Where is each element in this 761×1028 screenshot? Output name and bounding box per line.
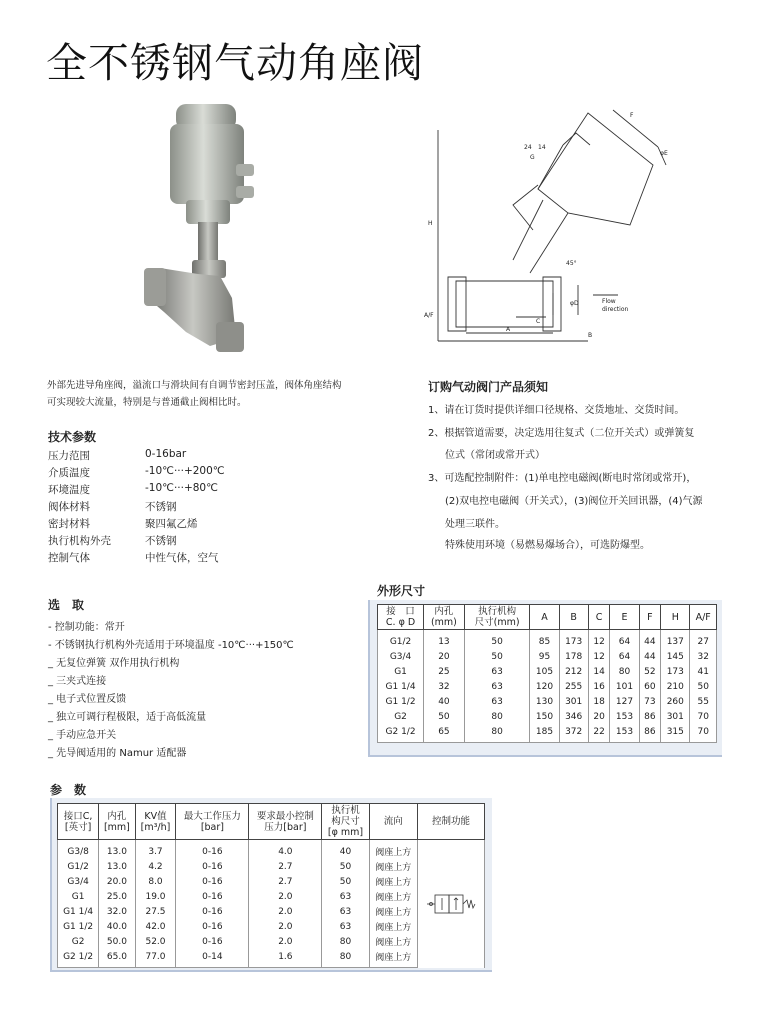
- table-cell: 0-16: [176, 934, 249, 949]
- table-cell: 212: [559, 664, 588, 679]
- table-cell: 2.0: [249, 904, 322, 919]
- selection-item: _ 电子式位置反馈: [48, 694, 127, 705]
- table-cell: 65: [424, 724, 465, 743]
- table-cell: 70: [690, 724, 717, 743]
- table-cell: 3.7: [135, 840, 176, 860]
- table-cell: 2.7: [249, 874, 322, 889]
- table-cell: 0-14: [176, 949, 249, 968]
- params-header-cell: 最大工作压力 [bar]: [176, 804, 249, 840]
- tech-label: 阀体材料: [48, 501, 90, 513]
- table-cell: 50.0: [99, 934, 135, 949]
- table-cell: 50: [464, 630, 530, 650]
- dim-label: 14: [538, 144, 546, 151]
- params-header-cell: 流向: [369, 804, 417, 840]
- table-cell: 22: [588, 724, 610, 743]
- dims-header-cell: B: [559, 605, 588, 630]
- table-cell: 185: [530, 724, 559, 743]
- table-cell: 1.6: [249, 949, 322, 968]
- tech-label: 执行机构外壳: [48, 535, 111, 547]
- flow-label: Flow: [602, 298, 616, 305]
- table-cell: 41: [690, 664, 717, 679]
- selection-item: - 不锈钢执行机构外壳适用于环境温度 -10℃···+150℃: [48, 640, 294, 651]
- table-cell: 105: [530, 664, 559, 679]
- table-cell: 2.7: [249, 859, 322, 874]
- tech-row: [48, 465, 308, 480]
- table-cell: 153: [610, 709, 639, 724]
- tech-row: [48, 482, 308, 497]
- table-cell: 32: [424, 679, 465, 694]
- table-cell: 20.0: [99, 874, 135, 889]
- params-header-cell: 接口C, [英寸]: [58, 804, 99, 840]
- table-cell: 阀座上方: [369, 874, 417, 889]
- params-header-cell: 控制功能: [417, 804, 484, 840]
- table-cell: 14: [588, 664, 610, 679]
- tech-row: [48, 533, 308, 548]
- dims-header-cell: C: [588, 605, 610, 630]
- table-cell: 315: [661, 724, 690, 743]
- order-note-line: 处理三联件。: [445, 519, 505, 530]
- table-cell: 4.0: [249, 840, 322, 860]
- table-cell: 80: [322, 934, 369, 949]
- table-cell: 阀座上方: [369, 919, 417, 934]
- table-row: [58, 840, 485, 860]
- dim-label: F: [630, 112, 634, 119]
- table-cell: 80: [464, 724, 530, 743]
- tech-row: [48, 499, 308, 514]
- intro-line: 可实现较大流量，特别是与普通截止阀相比时。: [47, 397, 247, 408]
- table-cell: 2.0: [249, 934, 322, 949]
- table-cell: 63: [322, 904, 369, 919]
- tech-label: 密封材料: [48, 518, 90, 530]
- dim-label: B: [588, 332, 593, 339]
- table-cell: 27: [690, 630, 717, 650]
- table-row: [378, 649, 717, 664]
- table-cell: 77.0: [135, 949, 176, 968]
- table-cell: 372: [559, 724, 588, 743]
- order-note-line: (2)双电控电磁阀（开关式），(3)阀位开关回讯器，(4)气源: [445, 496, 703, 507]
- table-cell: 64: [610, 649, 639, 664]
- params-heading: 参 数: [50, 783, 87, 797]
- table-cell: 173: [661, 664, 690, 679]
- table-cell: 55: [690, 694, 717, 709]
- table-cell: 63: [322, 889, 369, 904]
- table-cell: 86: [639, 709, 661, 724]
- table-cell: 阀座上方: [369, 889, 417, 904]
- table-cell: 80: [464, 709, 530, 724]
- table-cell: 52: [639, 664, 661, 679]
- table-cell: 70: [690, 709, 717, 724]
- params-header-cell: KV值 [m³/h]: [135, 804, 176, 840]
- table-cell: G3/4: [378, 649, 424, 664]
- table-cell: 25: [424, 664, 465, 679]
- order-note-line: 位式（常闭或常开式）: [445, 450, 545, 461]
- table-cell: 13.0: [99, 840, 135, 860]
- table-cell: 65.0: [99, 949, 135, 968]
- table-cell: 52.0: [135, 934, 176, 949]
- params-table: [57, 803, 485, 968]
- flow-label: direction: [602, 306, 629, 313]
- table-row: [378, 709, 717, 724]
- table-cell: 12: [588, 630, 610, 650]
- table-cell: G1 1/2: [58, 919, 99, 934]
- dim-label: A/F: [424, 312, 434, 319]
- tech-value: 0-16bar: [145, 448, 187, 460]
- valve-symbol-icon: [425, 889, 477, 919]
- table-cell: 27.5: [135, 904, 176, 919]
- table-cell: 210: [661, 679, 690, 694]
- table-cell: 145: [661, 649, 690, 664]
- tech-label: 环境温度: [48, 484, 90, 496]
- dims-heading: 外形尺寸: [377, 584, 426, 598]
- table-cell: 85: [530, 630, 559, 650]
- order-notes-heading: 订购气动阀门产品须知: [428, 380, 549, 394]
- tech-row: [48, 550, 308, 565]
- table-cell: 32.0: [99, 904, 135, 919]
- table-cell: 0-16: [176, 889, 249, 904]
- params-header-cell: 要求最小控制 压力[bar]: [249, 804, 322, 840]
- table-cell: 50: [322, 874, 369, 889]
- tech-heading: 技术参数: [48, 430, 97, 444]
- intro-line: 外部先进导角座阀，溢流口与滑块间有自调节密封压盖，阀体角座结构: [47, 380, 342, 391]
- selection-item: _ 无复位弹簧 双作用执行机构: [48, 658, 180, 669]
- table-cell: 19.0: [135, 889, 176, 904]
- tech-label: 介质温度: [48, 467, 90, 479]
- table-cell: 18: [588, 694, 610, 709]
- table-cell: G1: [378, 664, 424, 679]
- dim-label: H: [428, 220, 433, 227]
- dims-header-cell: A: [530, 605, 559, 630]
- page-title: 全不锈钢气动角座阀: [46, 39, 424, 87]
- table-cell: G2: [378, 709, 424, 724]
- table-row: [378, 664, 717, 679]
- table-cell: 60: [639, 679, 661, 694]
- dim-label: A: [506, 326, 511, 333]
- table-row: [378, 679, 717, 694]
- table-cell: 16: [588, 679, 610, 694]
- table-cell: 0-16: [176, 859, 249, 874]
- table-cell: G3/8: [58, 840, 99, 860]
- table-cell: 120: [530, 679, 559, 694]
- table-cell: 2.0: [249, 919, 322, 934]
- selection-item: _ 三夹式连接: [48, 676, 107, 687]
- table-cell: G1/2: [58, 859, 99, 874]
- params-header-cell: 内孔 [mm]: [99, 804, 135, 840]
- table-cell: 64: [610, 630, 639, 650]
- table-cell: G1 1/4: [58, 904, 99, 919]
- table-cell: 42.0: [135, 919, 176, 934]
- control-symbol-cell: [417, 840, 484, 968]
- tech-row: [48, 516, 308, 531]
- table-cell: 40: [424, 694, 465, 709]
- table-cell: 150: [530, 709, 559, 724]
- table-cell: 301: [661, 709, 690, 724]
- table-cell: 63: [464, 679, 530, 694]
- table-cell: 130: [530, 694, 559, 709]
- table-cell: 阀座上方: [369, 949, 417, 968]
- table-cell: G2 1/2: [58, 949, 99, 968]
- table-cell: G1 1/4: [378, 679, 424, 694]
- dims-header-cell: E: [610, 605, 639, 630]
- table-cell: 50: [322, 859, 369, 874]
- table-cell: 95: [530, 649, 559, 664]
- table-cell: 0-16: [176, 904, 249, 919]
- order-note-line: 2、根据管道需要，决定选用往复式（二位开关式）或弹簧复: [428, 428, 695, 439]
- dims-header-cell: 内孔 (mm): [424, 605, 465, 630]
- table-cell: G2 1/2: [378, 724, 424, 743]
- selection-item: _ 独立可调行程极限，适于高低流量: [48, 712, 207, 723]
- table-row: [378, 724, 717, 743]
- table-cell: 8.0: [135, 874, 176, 889]
- order-note-line: 特殊使用环境（易燃易爆场合），可选防爆型。: [445, 540, 650, 551]
- valve-photo: [140, 100, 275, 362]
- table-cell: 25.0: [99, 889, 135, 904]
- dim-label: G: [530, 154, 535, 161]
- table-cell: 50: [424, 709, 465, 724]
- table-cell: 73: [639, 694, 661, 709]
- table-cell: 127: [610, 694, 639, 709]
- dim-label: φD: [570, 300, 579, 307]
- table-cell: 13: [424, 630, 465, 650]
- table-cell: 0-16: [176, 874, 249, 889]
- table-cell: 20: [424, 649, 465, 664]
- table-cell: 44: [639, 649, 661, 664]
- dim-label: 24: [524, 144, 532, 151]
- table-cell: 153: [610, 724, 639, 743]
- table-cell: 32: [690, 649, 717, 664]
- tech-value: 中性气体，空气: [145, 552, 219, 564]
- tech-value: 不锈钢: [145, 535, 177, 547]
- dim-label: 45°: [566, 260, 577, 267]
- params-header-cell: 执行机 构尺寸 [φ mm]: [322, 804, 369, 840]
- tech-value: -10℃···+80℃: [145, 482, 218, 494]
- table-cell: 63: [322, 919, 369, 934]
- intro-text: [47, 377, 392, 411]
- selection-item: _ 先导阀适用的 Namur 适配器: [48, 748, 187, 759]
- table-cell: 346: [559, 709, 588, 724]
- table-cell: 44: [639, 630, 661, 650]
- selection-item: - 控制功能：常开: [48, 622, 125, 633]
- table-cell: 301: [559, 694, 588, 709]
- table-cell: 86: [639, 724, 661, 743]
- table-cell: G1: [58, 889, 99, 904]
- tech-label: 控制气体: [48, 552, 90, 564]
- table-cell: 0-16: [176, 919, 249, 934]
- order-note-line: 3、可选配控制附件：(1)单电控电磁阀(断电时常闭或常开)，: [428, 473, 697, 484]
- tech-label: 压力范围: [48, 450, 90, 462]
- table-cell: 2.0: [249, 889, 322, 904]
- table-cell: 阀座上方: [369, 840, 417, 860]
- dims-header-cell: 执行机构 尺寸(mm): [464, 605, 530, 630]
- tech-value: -10℃···+200℃: [145, 465, 225, 477]
- table-cell: G2: [58, 934, 99, 949]
- table-cell: 4.2: [135, 859, 176, 874]
- table-cell: 50: [690, 679, 717, 694]
- table-cell: 173: [559, 630, 588, 650]
- selection-item: _ 手动应急开关: [48, 730, 117, 741]
- table-cell: 12: [588, 649, 610, 664]
- dims-header-cell: H: [661, 605, 690, 630]
- table-cell: 阀座上方: [369, 934, 417, 949]
- table-cell: 40: [322, 840, 369, 860]
- table-cell: 50: [464, 649, 530, 664]
- table-cell: G3/4: [58, 874, 99, 889]
- table-row: [378, 694, 717, 709]
- table-cell: 20: [588, 709, 610, 724]
- table-cell: 13.0: [99, 859, 135, 874]
- tech-value: 不锈钢: [145, 501, 177, 513]
- dims-header-cell: 接 口 C. φ D: [378, 605, 424, 630]
- table-cell: 80: [322, 949, 369, 968]
- dims-table: [377, 604, 717, 743]
- dims-header-cell: F: [639, 605, 661, 630]
- table-cell: 260: [661, 694, 690, 709]
- table-cell: 255: [559, 679, 588, 694]
- tech-value: 聚四氟乙烯: [145, 518, 198, 530]
- table-row: [378, 630, 717, 650]
- dims-header-cell: A/F: [690, 605, 717, 630]
- dim-label: C: [536, 318, 541, 325]
- dimension-drawing: [418, 105, 673, 350]
- table-cell: 40.0: [99, 919, 135, 934]
- table-cell: 0-16: [176, 840, 249, 860]
- table-cell: 63: [464, 664, 530, 679]
- table-cell: 63: [464, 694, 530, 709]
- table-cell: 阀座上方: [369, 904, 417, 919]
- dim-label: φE: [660, 150, 668, 157]
- table-cell: 101: [610, 679, 639, 694]
- table-cell: G1 1/2: [378, 694, 424, 709]
- order-note-line: 1、请在订货时提供详细口径规格、交货地址、交货时间。: [428, 405, 685, 416]
- table-cell: 80: [610, 664, 639, 679]
- table-cell: 178: [559, 649, 588, 664]
- table-cell: 阀座上方: [369, 859, 417, 874]
- tech-row: [48, 448, 308, 463]
- table-cell: G1/2: [378, 630, 424, 650]
- selection-heading: 选 取: [48, 598, 85, 612]
- table-cell: 137: [661, 630, 690, 650]
